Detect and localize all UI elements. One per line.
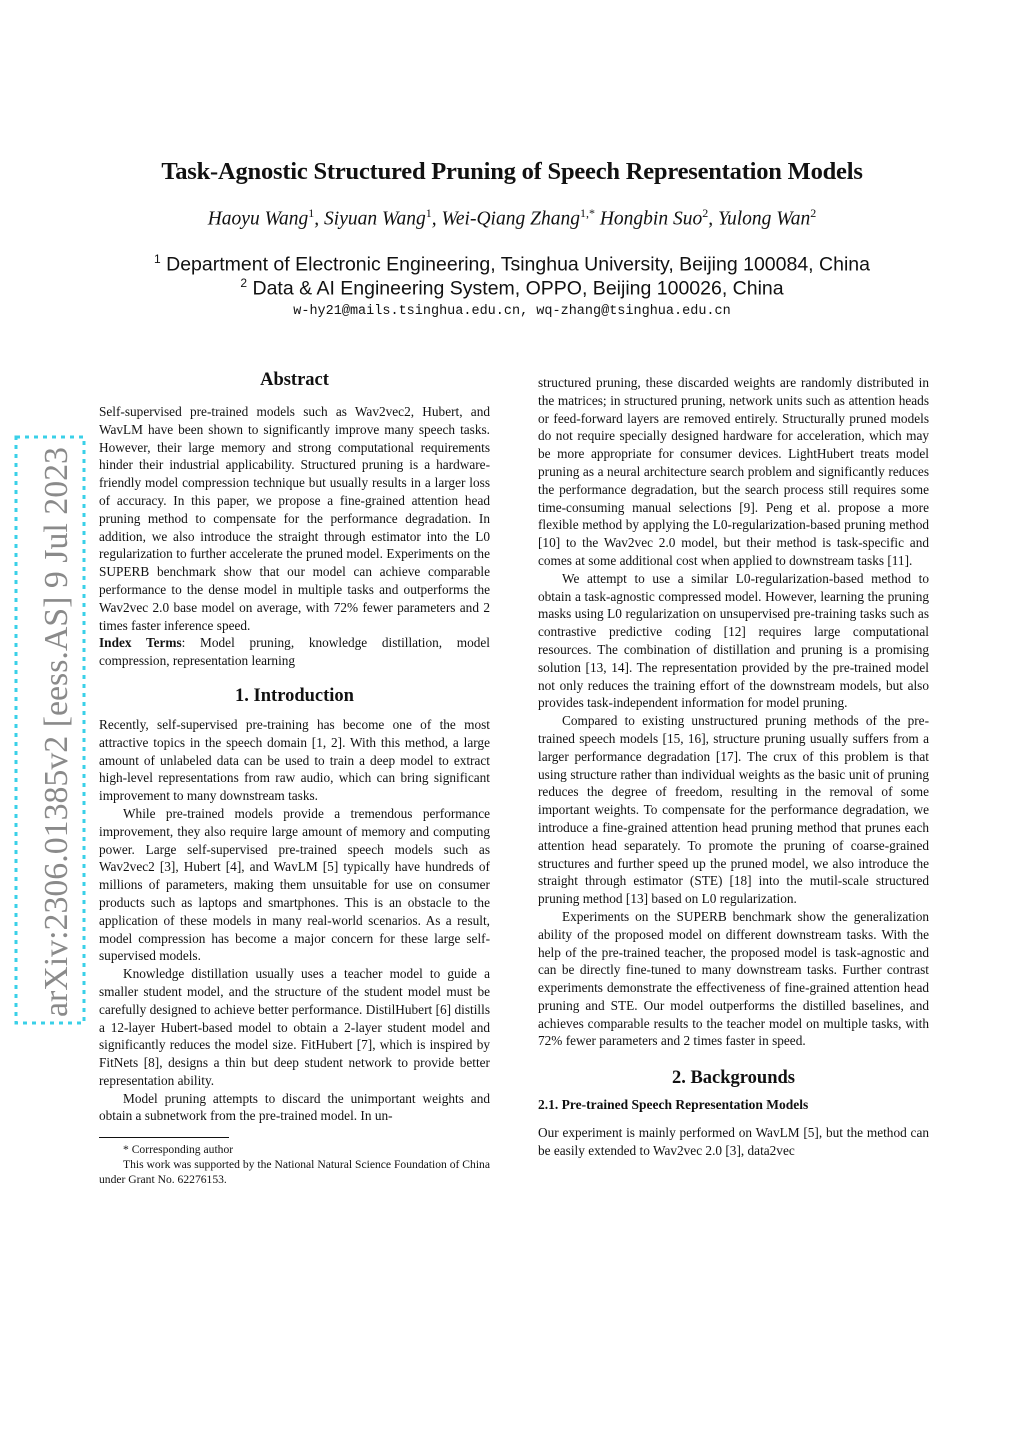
intro-paragraph-2: While pre-trained models provide a tremendous performance improvement, they also require large amount of memory and computing power. Large self-supervised pre-trained speech models such as Wav2vec2 [3], Hubert [4], and WavLM [5] typically have hundreds of millions of parameters, making them unsuitable for use on consumer products such as laptops and smartphones. This is an obstacle to the application of these models in many real-world scenarios. As a result, model compression has become a major concern for these large self-supervised models. — [99, 805, 490, 964]
abstract-heading: Abstract — [260, 370, 329, 390]
abstract-text: Self-supervised pre-trained models such as Wav2vec2, Hubert, and WavLM have been shown to significantly improve many speech tasks. However, their large memory and strong computational requirements hinder their industrial applicability. Structured pruning is a hardware-friendly model compression technique but usually results in a larger loss of accuracy. In this paper, we propose a fine-grained attention head pruning method to compensate for the performance degradation. In addition, we also introduce the straight through estimator into the L0 regularization to further accelerate the pruned model. Experiments on the SUPERB benchmark show that our model can achieve comparable performance to the dense model in multiple tasks and outperforms the Wav2vec 2.0 base model on average, with 72% fewer parameters and 2 times faster inference speed. — [99, 404, 490, 633]
backgrounds-heading: 2. Backgrounds — [671, 1068, 796, 1089]
author-list: Haoyu Wang$^1$, Siyuan Wang$^1$, Wei-Qiang Zhang$^{1,*}$ Hongbin Suo$^2$, Yulong Wan$^2$ — [207, 206, 817, 230]
left-column — [99, 368, 490, 1187]
intro-paragraph-3: Knowledge distillation usually uses a teacher model to guide a smaller student model, and the structure of the student model must be carefully designed to achieve better performance. DistilHubert [6] distills a 12-layer Hubert-based model to obtain a 2-layer student model and significantly reduces the model size. FitHubert [7], which is inspired by FitNets [8], designs a thin but deep student network to provide better representation ability. — [99, 966, 490, 1088]
footnote-corresponding: * Corresponding author — [123, 1143, 234, 1157]
author-name: Haoyu Wang — [207, 208, 309, 230]
affiliation-1 — [0, 252, 1024, 277]
subsection-paragraph: Our experiment is mainly performed on WavLM [5], but the method can be easily extended to Wav2vec 2.0 [3], data2vec — [538, 1125, 929, 1159]
right-paragraph-1: structured pruning, these discarded weights are randomly distributed in the matrices; in structured pruning, network units such as attention heads or feed-forward layers are removed entirely. Structurally pruned models do not require specially designed hardware for acceleration, which may be more appropriate for consumer devices. LightHubert treats model pruning as a neural architecture search problem and significantly reduces the performance degradation, but the search process still requires some time-consuming manual selections [9]. Peng et al. propose a more flexible method by applying the L0-regularization-based pruning method [10] to the Wav2vec 2.0 model, but their method is task-specific and comes at some additional cost when applied to downstream tasks [11]. — [538, 375, 929, 568]
index-terms — [99, 634, 490, 670]
index-terms-text: : Model pruning, knowledge distillation, model compression, representation learning — [99, 635, 490, 669]
right-paragraph-3: Compared to existing unstructured pruning methods of the pre-trained speech models [15, 16], structure pruning usually suffers from a larger performance degradation [17]. The crux of this problem is that using structure rather than individual weights as the basic unit of pruning reduces the degree of freedom, resulting in the removal of some important weights. To compensate for the performance degradation, we introduce a fine-grained attention head pruning method that prunes each attention head separately. To promote the pruning of coarse-grained structures and further speed up the pruned model, we also introduce the straight through estimator (STE) [18] into the mutil-scale structured pruning method [13] based on L0 regularization. — [538, 713, 929, 907]
intro-paragraph-4: Model pruning attempts to discard the unimportant weights and obtain a subnetwork from the pre-trained model. In un- — [99, 1090, 490, 1124]
arxiv-identifier-stamp — [10, 435, 90, 1025]
paper-title: Task-Agnostic Structured Pruning of Speech Representation Models — [161, 158, 863, 185]
footnote-divider — [99, 1137, 229, 1138]
affiliation-1-text: Department of Electronic Engineering, Tsinghua University, Beijing 100084, China — [166, 253, 870, 276]
index-terms-label: Index Terms — [99, 635, 182, 651]
intro-paragraph-1: Recently, self-supervised pre-training has become one of the most attractive topics in the speech domain [1, 2]. With this method, a large amount of unlabeled data can be used to train a deep model to extract high-level representations from raw audio, which can bring significant improvement to many downstream tasks. — [99, 716, 490, 804]
author-affiliation-marker: 1 — [425, 206, 432, 220]
affiliation-2 — [0, 276, 1024, 301]
author-emails: w-hy21@mails.tsinghua.edu.cn, wq-zhang@tsinghua.edu.cn — [293, 304, 731, 319]
subsection-heading: 2.1. Pre-trained Speech Representation Models — [538, 1097, 809, 1113]
author-name: Hongbin Suo — [599, 208, 703, 230]
affiliation-1-marker: 1 — [154, 252, 161, 266]
author-affiliation-marker: 2 — [810, 206, 817, 220]
right-paragraph-2: We attempt to use a similar L0-regularization-based method to obtain a task-agnostic compressed model. However, learning the pruning masks using L0 regularization on unsupervised pre-training tasks such as contrastive predictive coding [12] requires large computational resources. The combination of distillation and pruning is a promising solution [13, 14]. The representation provided by the pre-trained model not only reduces the training effort of the downstream models, but also provides task-independent information for model pruning. — [538, 570, 929, 711]
author-name: Siyuan Wang — [324, 208, 426, 230]
affiliation-2-marker: 2 — [240, 276, 248, 290]
footnote-funding: This work was supported by the National Natural Science Foundation of China under Grant No. 62276153. — [99, 1158, 490, 1187]
arxiv-id-text: arXiv:2306.01385v2 [eess.AS] 9 Jul 2023 — [38, 444, 75, 1017]
author-affiliation-marker: 1 — [308, 206, 315, 220]
author-name: Yulong Wan — [717, 208, 811, 230]
introduction-heading: 1. Introduction — [235, 685, 354, 706]
author-affiliation-marker: 1,* — [579, 206, 595, 220]
author-affiliation-marker: 2 — [702, 206, 709, 220]
affiliation-2-text: Data & AI Engineering System, OPPO, Beijing 100026, China — [252, 277, 784, 300]
right-paragraph-4: Experiments on the SUPERB benchmark show the generalization ability of the proposed model on different downstream tasks. With the help of the pre-trained teacher, the proposed model is task-agnostic and can be directly fine-tuned to many downstream tasks. Further contrast experiments demonstrate the effectiveness of fine-grained attention head pruning and STE. Our model outperforms the distilled baselines, and achieves comparable results to the teacher model on multiple tasks, with 72% fewer parameters and 2 times faster in speed. — [538, 908, 929, 1049]
author-name: Wei-Qiang Zhang — [441, 208, 580, 230]
right-column — [538, 374, 929, 1160]
